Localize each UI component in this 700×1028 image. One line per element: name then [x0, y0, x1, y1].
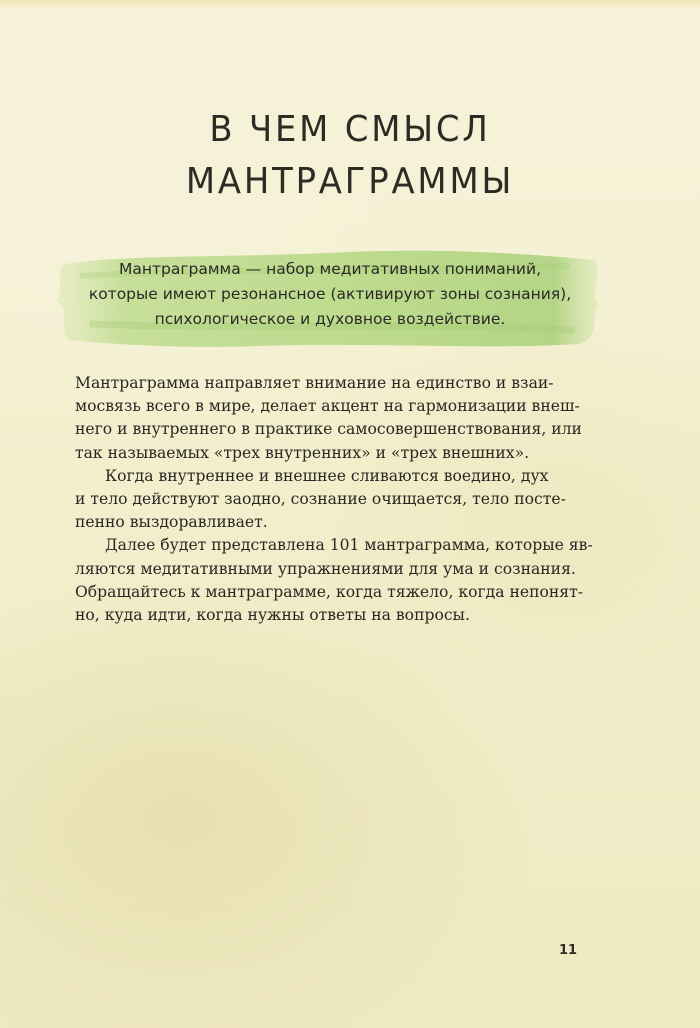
title-line-2: МАНТРАГРАММЫ: [185, 161, 515, 202]
text-line: так называемых «трех внутренних» и «трех внешних».: [75, 443, 530, 462]
text-line: него и внутреннего в практике самосовершенствования, или: [75, 420, 582, 439]
body-text: [75, 372, 595, 627]
text-line: пенно выздоравливает.: [75, 513, 268, 532]
text-line: но, куда идти, когда нужны ответы на вопросы.: [75, 606, 470, 625]
text-line: Далее будет представлена 101 мантраграмма, которые яв-: [105, 536, 593, 555]
text-line: ляются медитативными упражнениями для ума и сознания.: [75, 559, 576, 578]
text-line: и тело действуют заодно, сознание очищается, тело посте-: [75, 490, 566, 509]
page-number: 11: [558, 943, 578, 958]
paragraph-3: [75, 534, 595, 627]
paragraph-2: [75, 465, 595, 535]
page-title: [21, 104, 679, 208]
highlight-line-1: Мантраграмма — набор медитативных пониманий,: [118, 260, 541, 278]
highlight-line-3: психологическое и духовное воздействие.: [154, 310, 506, 328]
text-line: Обращайтесь к мантраграмме, когда тяжело, когда непонят-: [75, 582, 584, 601]
title-line-1: В ЧЕМ СМЫСЛ: [209, 109, 491, 150]
highlight-line-2: которые имеют резонансное (активируют зоны сознания),: [88, 285, 572, 303]
text-line: мосвязь всего в мире, делает акцент на гармонизации внеш-: [75, 397, 580, 416]
paragraph-1: [75, 372, 595, 465]
definition-highlight: [60, 257, 600, 332]
page-top-edge: [0, 0, 700, 10]
text-line: Мантраграмма направляет внимание на единство и взаи-: [75, 374, 554, 392]
text-line: Когда внутреннее и внешнее сливаются воедино, дух: [105, 466, 549, 485]
